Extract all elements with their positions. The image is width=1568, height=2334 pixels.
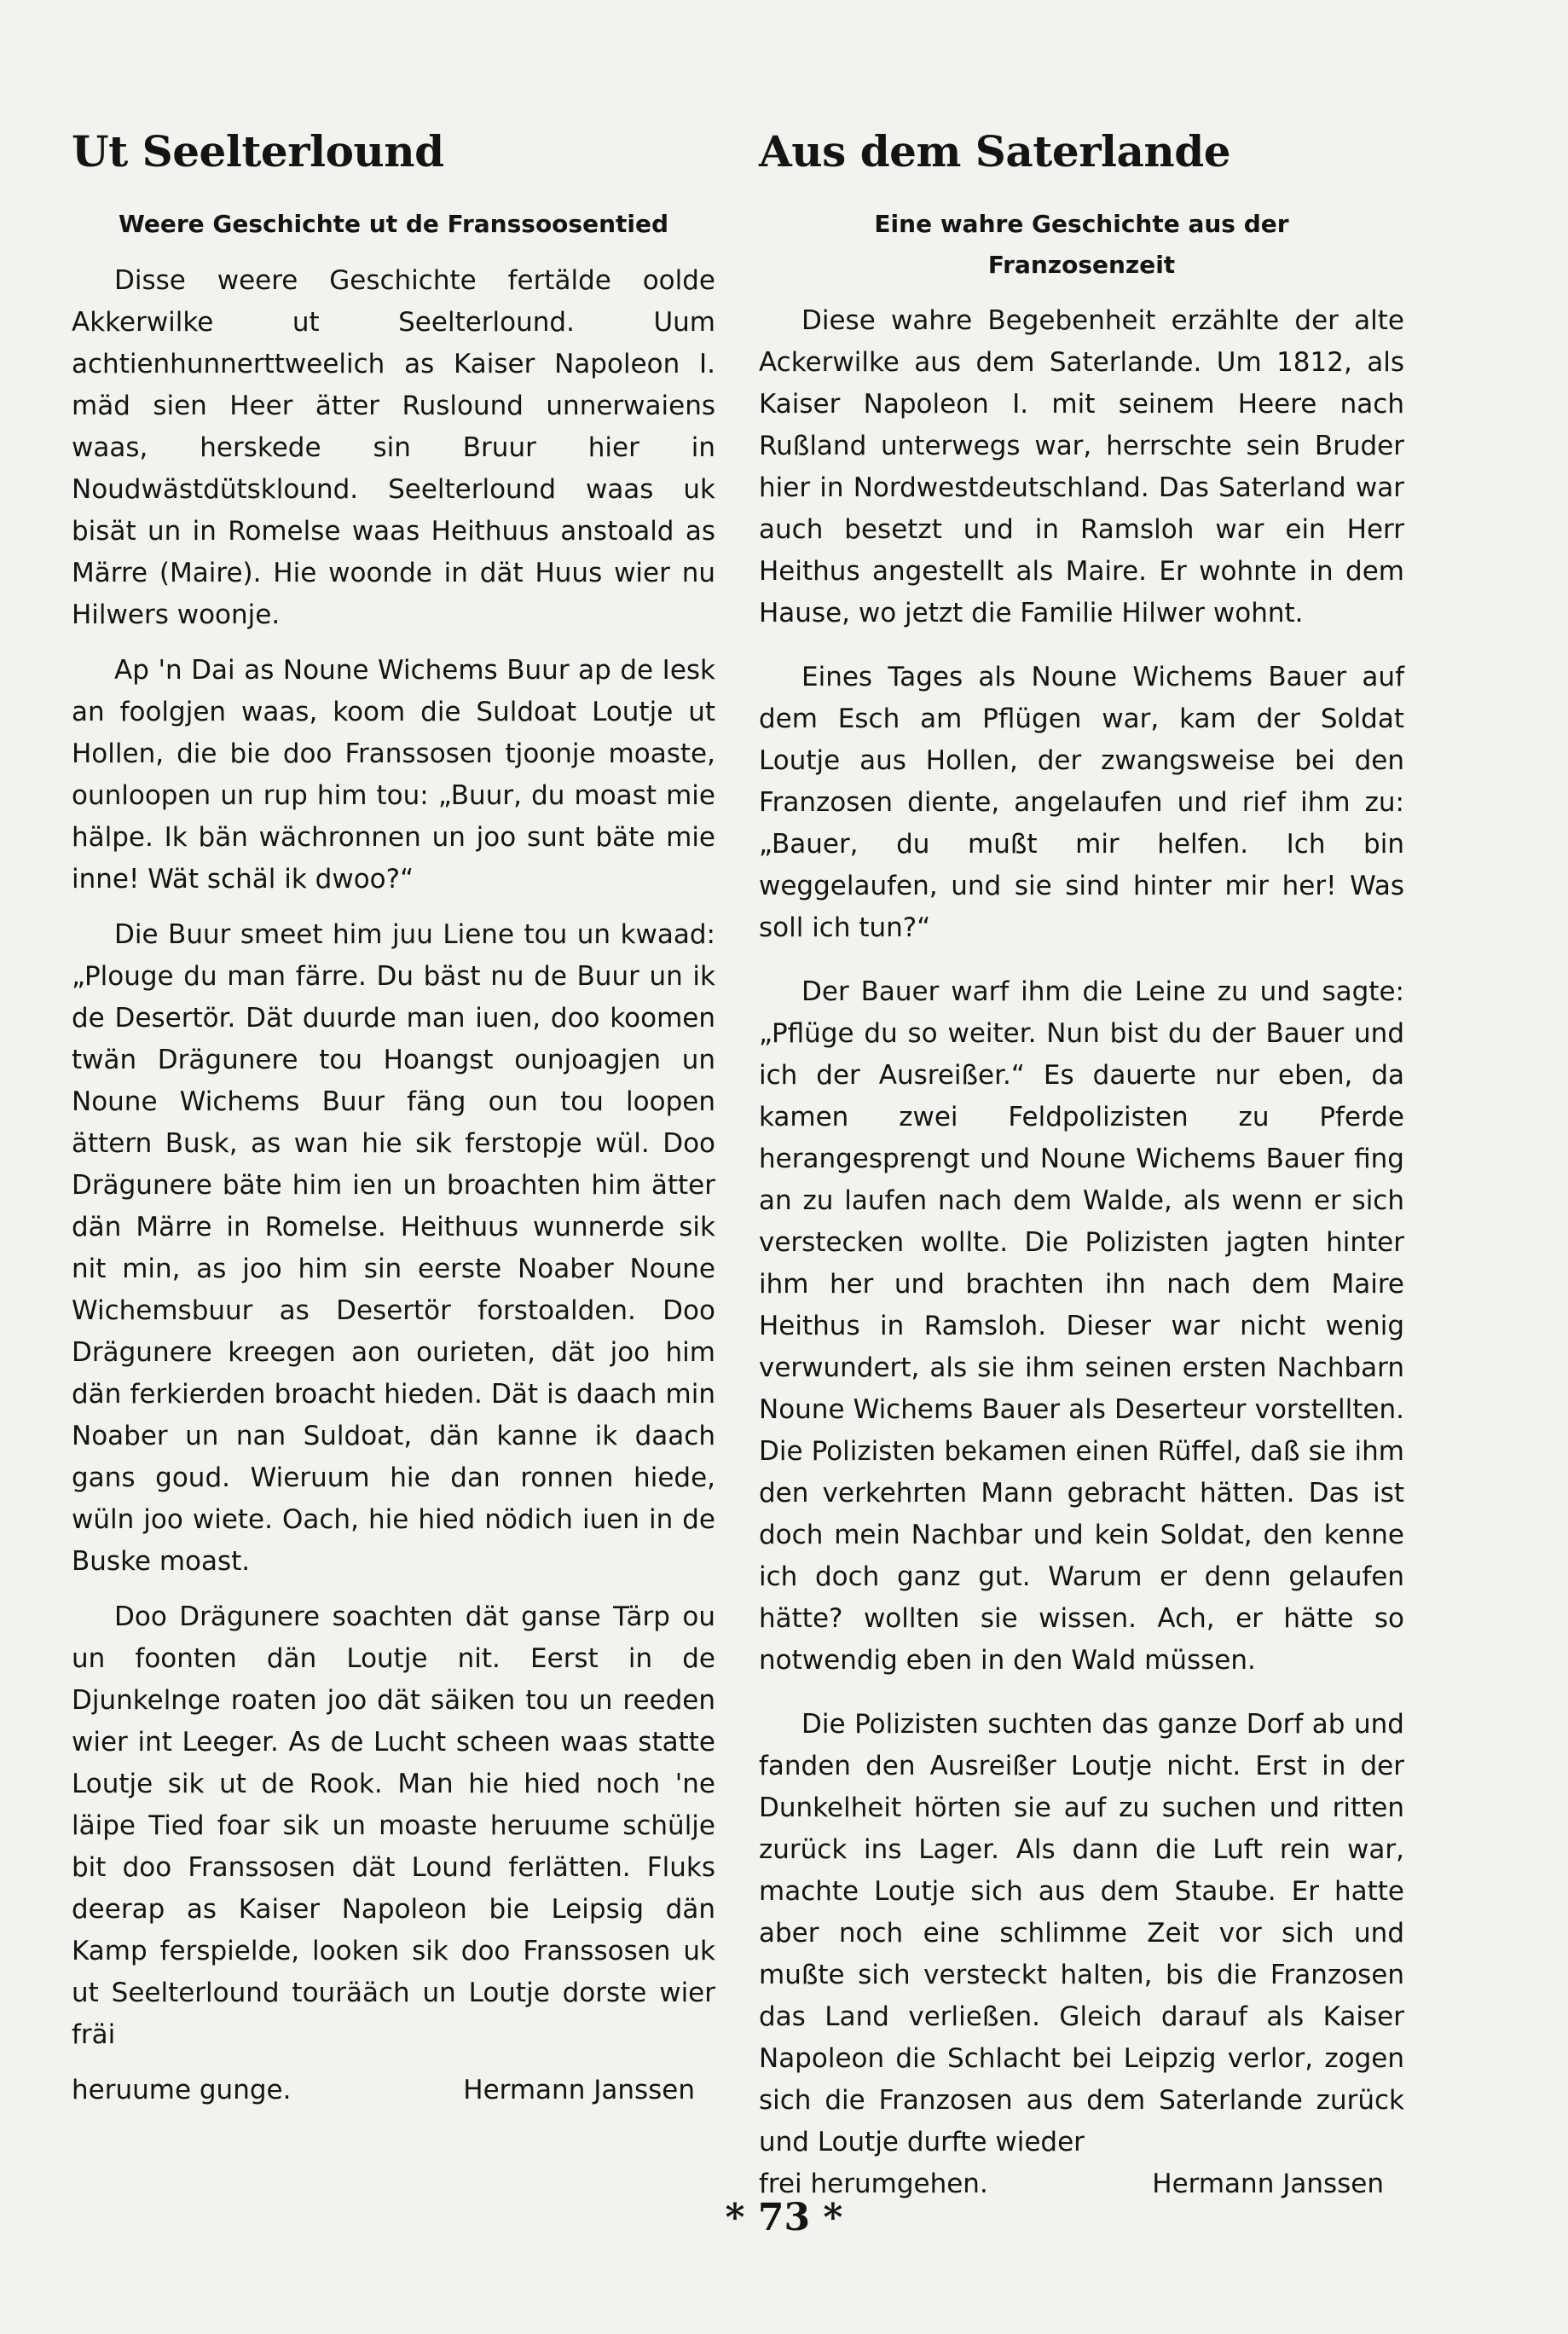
right-paragraph-4: Die Polizisten suchten das ganze Dorf ab und fanden den Ausreißer Loutje nicht. Erst in der Dunkelheit hörten sie auf zu suchen und ritten zurück ins Lager. Als dann die Luft rein war, machte Loutje sich aus dem Staube. Er hatte aber noch eine schlimme Zeit vor sich und mußte sich versteckt halten, bis die Franzosen das Land verließen. Gleich darauf als Kaiser Napoleon die Schlacht bei Leipzig verlor, zogen sich die Franzosen aus dem Saterlande zurück und Loutje durfte wieder: [759, 1709, 1404, 2158]
left-closing-text: heruume gunge.: [72, 2074, 292, 2105]
right-closing-text: frei herumgehen.: [759, 2169, 988, 2200]
left-column-low-saxon: [72, 128, 715, 2111]
left-paragraph-4: Doo Drägunere soachten dät ganse Tärp ou un foonten dän Loutje nit. Eerst in de Djunkelnge roaten joo dät säiken tou un reeden wier int Leeger. As de Lucht scheen waas statte Loutje sik ut de Rook. Man hie hied noch 'ne läipe Tied foar sik un moaste heruume schülje bit doo Franssosen dät Lound ferlätten. Fluks deerap as Kaiser Napoleon bie Leipsig dän Kamp ferspielde, looken sik doo Franssosen uk ut Seelterlound tourääch un Loutje dorste wier fräi: [72, 1601, 715, 2050]
left-paragraph-2: Ap 'n Dai as Noune Wichems Buur ap de Iesk an foolgjen waas, koom die Suldoat Loutje ut Hollen, die bie doo Franssosen tjoonje moaste, ounloopen un rup him tou: „Buur, du moast mie hälpe. Ik bän wächronnen un joo sunt bäte mie inne! Wät schäl ik dwoo?“: [72, 654, 715, 895]
left-paragraph-1: Disse weere Geschichte fertälde oolde Akkerwilke ut Seelterlound. Uum achtienhunnerttweelich as Kaiser Napoleon I. mäd sien Heer ätter Ruslound unnerwaiens waas, herskede sin Bruur hier in Noudwästdütsklound. Seelterlound waas uk bisät un in Romelse waas Heithuus anstoald as Märre (Maire). Hie woonde in dät Huus wier nu Hilwers woonje.: [72, 264, 715, 630]
page-number: * 73 *: [725, 2196, 843, 2239]
left-author: Hermann Janssen: [463, 2074, 695, 2105]
right-paragraph-3: Der Bauer warf ihm die Leine zu und sagte: „Pflüge du so weiter. Nun bist du der Bauer und ich der Ausreißer.“ Es dauerte nur eben, da kamen zwei Feldpolizisten zu Pferde herangesprengt und Noune Wichems Bauer fing an zu laufen nach dem Walde, als wenn er sich verstecken wollte. Die Polizisten jagten hinter ihm her und brachten ihn nach dem Maire Heithus in Ramsloh. Dieser war nicht wenig verwundert, als sie ihm seinen ersten Nachbarn Noune Wichems Bauer als Deserteur vorstellten. Die Polizisten bekamen einen Rüffel, daß sie ihm den verkehrten Mann gebracht hätten. Das ist doch mein Nachbar und kein Soldat, den kenne ich doch ganz gut. Warum er denn gelaufen hätte? wollten sie wissen. Ach, er hätte so notwendig eben in den Wald müssen.: [759, 976, 1404, 1677]
right-column-german: [759, 128, 1404, 2205]
left-closing-line: [72, 2070, 715, 2111]
left-article-subtitle: Weere Geschichte ut de Franssoosentied: [118, 210, 669, 238]
right-author: Hermann Janssen: [1152, 2169, 1384, 2200]
left-paragraph-3: Die Buur smeet him juu Liene tou un kwaad: „Plouge du man färre. Du bäst nu de Buur un ik de Desertör. Dät duurde man iuen, doo koomen twän Drägunere tou Hoangst ounjoagjen un Noune Wichems Buur fäng oun tou loopen ättern Busk, as wan hie sik ferstopje wül. Doo Drägunere bäte him ien un broachten him ätter dän Märre in Romelse. Heithuus wunnerde sik nit min, as joo him sin eerste Noaber Noune Wichemsbuur as Desertör forstoalden. Doo Drägunere kreegen aon ourieten, dät joo him dän ferkierden broacht hieden. Dät is daach min Noaber un nan Suldoat, dän kanne ik daach gans goud. Wieruum hie dan ronnen hiede, wüln joo wiete. Oach, hie hied nödich iuen in de Buske moast.: [72, 918, 715, 1577]
right-paragraph-2: Eines Tages als Noune Wichems Bauer auf dem Esch am Pflügen war, kam der Soldat Loutje aus Hollen, der zwangsweise bei den Franzosen diente, angelaufen und rief ihm zu: „Bauer, du mußt mir helfen. Ich bin weggelaufen, und sie sind hinter mir her! Was soll ich tun?“: [759, 662, 1404, 944]
right-paragraph-1: Diese wahre Begebenheit erzählte der alte Ackerwilke aus dem Saterlande. Um 1812, als Kaiser Napoleon I. mit seinem Heere nach Rußland unterwegs war, herrschte sein Bruder hier in Nordwestdeutschland. Das Saterland war auch besetzt und in Ramsloh war ein Herr Heithus angestellt als Maire. Er wohnte in dem Hause, wo jetzt die Familie Hilwer wohnt.: [759, 305, 1404, 629]
left-article-title: Ut Seelterlound: [72, 126, 444, 177]
right-article-title: Aus dem Saterlande: [759, 126, 1231, 177]
right-article-subtitle: Eine wahre Geschichte aus der Franzosenzeit: [874, 210, 1289, 279]
